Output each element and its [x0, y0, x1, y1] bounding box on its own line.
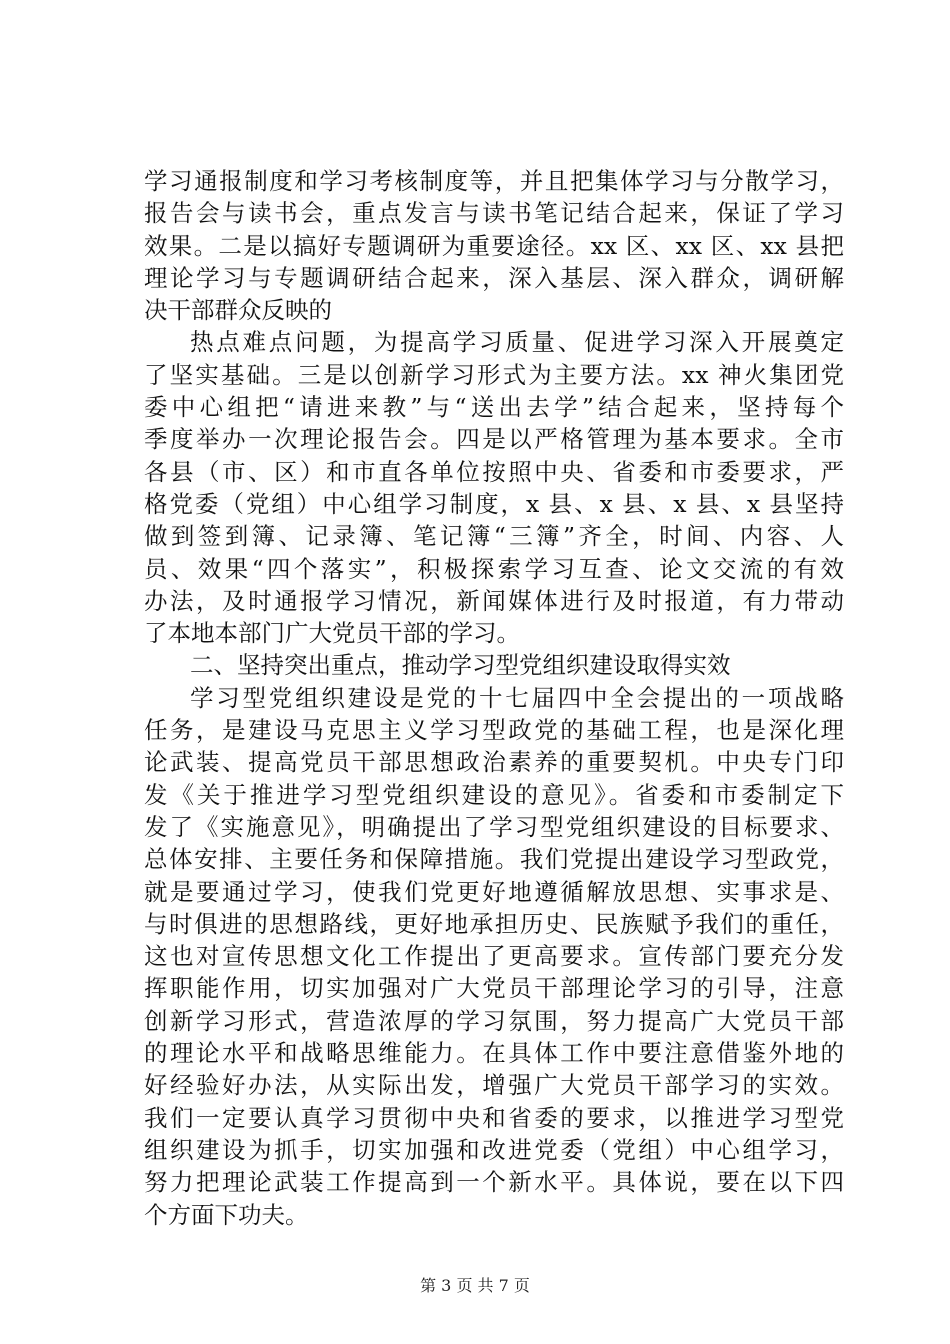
text-line: 各县（市、区）和市直各单位按照中央、省委和市委要求，严 — [144, 457, 844, 486]
text-line: 二、坚持突出重点，推动学习型党组织建设取得实效 — [190, 651, 731, 680]
text-line: 发《关于推进学习型党组织建设的意见》。省委和市委制定下 — [144, 780, 844, 809]
page-footer: 第 3 页 共 7 页 — [420, 1276, 530, 1295]
text-line: 这也对宣传思想文化工作提出了更高要求。宣传部门要充分发 — [144, 942, 844, 971]
text-line: 效果。二是以搞好专题调研为重要途径。xx 区、xx 区、xx 县把 — [144, 231, 844, 260]
text-line: 学习型党组织建设是党的十七届四中全会提出的一项战略 — [190, 683, 844, 712]
text-line: 的理论水平和战略思维能力。在具体工作中要注意借鉴外地的 — [144, 1039, 844, 1068]
text-line: 热点难点问题，为提高学习质量、促进学习深入开展奠定 — [190, 328, 844, 357]
text-line: 了坚实基础。三是以创新学习形式为主要方法。xx 神火集团党 — [144, 360, 844, 389]
text-line: 我们一定要认真学习贯彻中央和省委的要求，以推进学习型党 — [144, 1103, 844, 1132]
text-line: 与时俱进的思想路线，更好地承担历史、民族赋予我们的重任， — [144, 909, 844, 938]
text-line: 个方面下功夫。 — [144, 1200, 309, 1229]
text-line: 就是要通过学习，使我们党更好地遵循解放思想、实事求是、 — [144, 877, 844, 906]
text-line: 委中心组把“请进来教”与“送出去学”结合起来，坚持每个 — [144, 393, 844, 422]
text-line: 理论学习与专题调研结合起来，深入基层、深入群众，调研解 — [144, 263, 844, 292]
document-body — [144, 165, 844, 1231]
text-line: 学习通报制度和学习考核制度等，并且把集体学习与分散学习， — [144, 167, 844, 195]
text-line: 了本地本部门广大党员干部的学习。 — [144, 619, 520, 648]
text-line: 办法，及时通报学习情况，新闻媒体进行及时报道，有力带动 — [144, 586, 844, 615]
text-line: 格党委（党组）中心组学习制度，x 县、x 县、x 县、x 县坚持 — [144, 489, 844, 518]
text-line: 挥职能作用，切实加强对广大党员干部理论学习的引导，注意 — [144, 974, 844, 1003]
text-line: 报告会与读书会，重点发言与读书笔记结合起来，保证了学习 — [144, 199, 844, 228]
text-line: 决干部群众反映的 — [144, 296, 332, 325]
text-line: 总体安排、主要任务和保障措施。我们党提出建设学习型政党， — [144, 845, 844, 874]
text-line: 做到签到簿、记录簿、笔记簿“三簿”齐全，时间、内容、人 — [144, 522, 844, 551]
text-line: 员、效果“四个落实”，积极探索学习互查、论文交流的有效 — [144, 554, 844, 583]
text-line: 努力把理论武装工作提高到一个新水平。具体说，要在以下四 — [144, 1168, 844, 1197]
text-line: 发了《实施意见》，明确提出了学习型党组织建设的目标要求、 — [144, 812, 844, 841]
text-line: 组织建设为抓手，切实加强和改进党委（党组）中心组学习， — [144, 1135, 844, 1164]
text-line: 论武装、提高党员干部思想政治素养的重要契机。中央专门印 — [144, 748, 844, 777]
text-line: 创新学习形式，营造浓厚的学习氛围，努力提高广大党员干部 — [144, 1006, 844, 1035]
text-line: 季度举办一次理论报告会。四是以严格管理为基本要求。全市 — [144, 425, 844, 454]
text-line: 好经验好办法，从实际出发，增强广大党员干部学习的实效。 — [144, 1071, 844, 1100]
text-line: 任务，是建设马克思主义学习型政党的基础工程，也是深化理 — [144, 716, 844, 745]
